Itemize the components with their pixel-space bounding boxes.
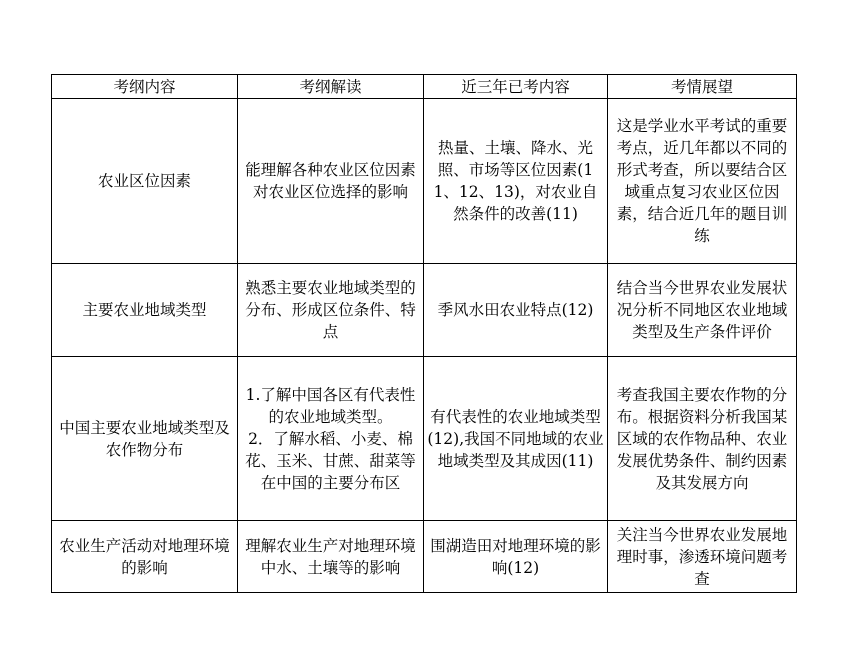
cell-examined: 围湖造田对地理环境的影响(12) (424, 521, 608, 593)
header-examined: 近三年已考内容 (424, 75, 608, 99)
cell-outlook: 关注当今世界农业发展地理时事，渗透环境问题考查 (608, 521, 797, 593)
cell-outlook: 考查我国主要农作物的分布。根据资料分析我国某区域的农作物品种、农业发展优势条件、制约因素及其发展方向 (608, 357, 797, 521)
table-row (52, 99, 797, 264)
cell-examined: 季风水田农业特点(12) (424, 264, 608, 357)
cell-content: 主要农业地域类型 (52, 264, 238, 357)
table-row (52, 264, 797, 357)
cell-interpretation: 理解农业生产对地理环境中水、土壤等的影响 (238, 521, 424, 593)
cell-interpretation: 熟悉主要农业地域类型的分布、形成区位条件、特点 (238, 264, 424, 357)
table-row (52, 521, 797, 593)
cell-interpretation: 能理解各种农业区位因素对农业区位选择的影响 (238, 99, 424, 264)
cell-examined: 有代表性的农业地域类型(12),我国不同地域的农业地域类型及其成因(11) (424, 357, 608, 521)
cell-outlook: 结合当今世界农业发展状况分析不同地区农业地域类型及生产条件评价 (608, 264, 797, 357)
syllabus-table (51, 74, 797, 593)
cell-examined: 热量、土壤、降水、光照、市场等区位因素(11、12、13)，对农业自然条件的改善(11) (424, 99, 608, 264)
cell-content: 中国主要农业地域类型及农作物分布 (52, 357, 238, 521)
header-row (52, 75, 797, 99)
cell-content: 农业区位因素 (52, 99, 238, 264)
cell-outlook: 这是学业水平考试的重要考点，近几年都以不同的形式考查，所以要结合区域重点复习农业区位因素，结合近几年的题目训练 (608, 99, 797, 264)
header-interpretation: 考纲解读 (238, 75, 424, 99)
header-outlook: 考情展望 (608, 75, 797, 99)
cell-content: 农业生产活动对地理环境的影响 (52, 521, 238, 593)
table-row (52, 357, 797, 521)
header-content: 考纲内容 (52, 75, 238, 99)
cell-interpretation: 1.了解中国各区有代表性的农业地域类型。 2．了解水稻、小麦、棉花、玉米、甘蔗、甜菜等在中国的主要分布区 (238, 357, 424, 521)
